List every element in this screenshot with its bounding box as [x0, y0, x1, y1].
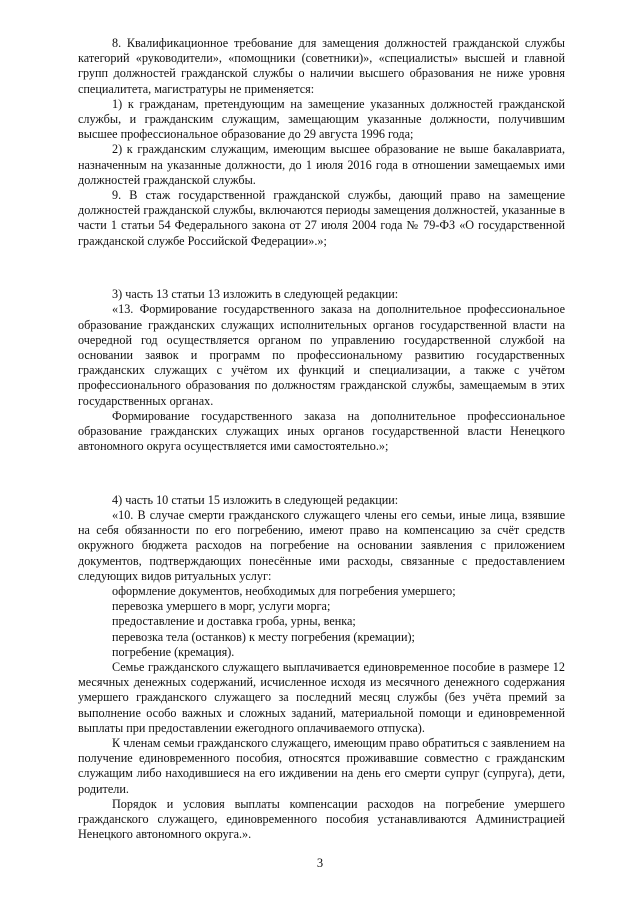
paragraph: 8. Квалификационное требование для замещения должностей гражданской службы категорий «руководители», «помощники (советники)», «специалисты» высшей и главной групп должностей гражданской службы о наличии высшего образования не ниже уровня специалитета, магистратуры не применяется: [78, 36, 565, 96]
paragraph: «10. В случае смерти гражданского служащего члены его семьи, иные лица, взявшие на себя обязанности по его погребению, имеют право на компенсацию за счёт средств окружного бюджета расходов на погребение на основании заявления с приложением документов, подтверждающих понесённые ими расходы, связанные с предоставлением следующих видов ритуальных услуг: [78, 508, 565, 583]
paragraph: «13. Формирование государственного заказа на дополнительное профессиональное образование гражданских служащих исполнительных органов государственной власти на очередной год осуществляется органом по управлению государственной службой на основании заявок и программ по профессиональному развитию государственных гражданских служащих с учётом их функций и специализации, а также с учётом профессионального образования по должностям гражданской службы, замещаемым в этих государственных органах. [78, 302, 565, 408]
paragraph: 2) к гражданским служащим, имеющим высшее образование не выше бакалавриата, назначенным на указанные должности, до 1 июля 2016 года в отношении замещаемых ими должностей гражданской службы. [78, 142, 565, 187]
paragraph-spacer [78, 261, 565, 275]
paragraph-spacer [78, 467, 565, 481]
paragraph: погребение (кремация). [112, 644, 235, 659]
paragraph: предоставление и доставка гроба, урны, венка; [112, 614, 356, 629]
paragraph: 9. В стаж государственной гражданской службы, дающий право на замещение должностей гражданской службы, включаются периоды замещения должностей, указанные в части 1 статьи 54 Федерального закона от 27 июля 2004 года № 79-ФЗ «О государственной гражданской службе Российской Федерации».»; [78, 188, 565, 248]
document-body [78, 36, 565, 843]
paragraph: Семье гражданского служащего выплачивается единовременное пособие в размере 12 месячных денежных содержаний, исчисленное исходя из месячного денежного содержания умершего гражданского служащего за последний месяц службы (без учёта премий за выполнение особо важных и сложных заданий, материальной помощи и единовременной выплаты при предоставлении ежегодного оплачиваемого отпуска). [78, 660, 565, 735]
paragraph: оформление документов, необходимых для погребения умершего; [112, 584, 456, 599]
paragraph: Порядок и условия выплаты компенсации расходов на погребение умершего гражданского служащего, единовременного пособия устанавливаются Администрацией Ненецкого автономного округа.». [78, 796, 565, 842]
paragraph: перевозка тела (останков) к месту погребения (кремации); [112, 629, 415, 644]
paragraph: К членам семьи гражданского служащего, имеющим право обратиться с заявлением на получение единовременного пособия, относятся проживавшие совместно с гражданским служащим либо находившиеся на его иждивении на день его смерти супруг (супруга), дети, родители. [78, 736, 565, 796]
page-number: 3 [316, 856, 324, 870]
paragraph: Формирование государственного заказа на дополнительное профессиональное образование гражданских служащих иных органов государственной власти Ненецкого автономного округа осуществляется ими самостоятельно.»; [78, 408, 565, 454]
paragraph: перевозка умершего в морг, услуги морга; [112, 599, 331, 614]
paragraph: 1) к гражданам, претендующим на замещение указанных должностей гражданской службы, и гражданским служащим, замещающим указанные должности, получившим высшее профессиональное образование до 29 августа 1996 года; [78, 96, 565, 142]
paragraph: 4) часть 10 статьи 15 изложить в следующей редакции: [112, 492, 399, 507]
paragraph: 3) часть 13 статьи 13 изложить в следующей редакции: [112, 287, 399, 302]
